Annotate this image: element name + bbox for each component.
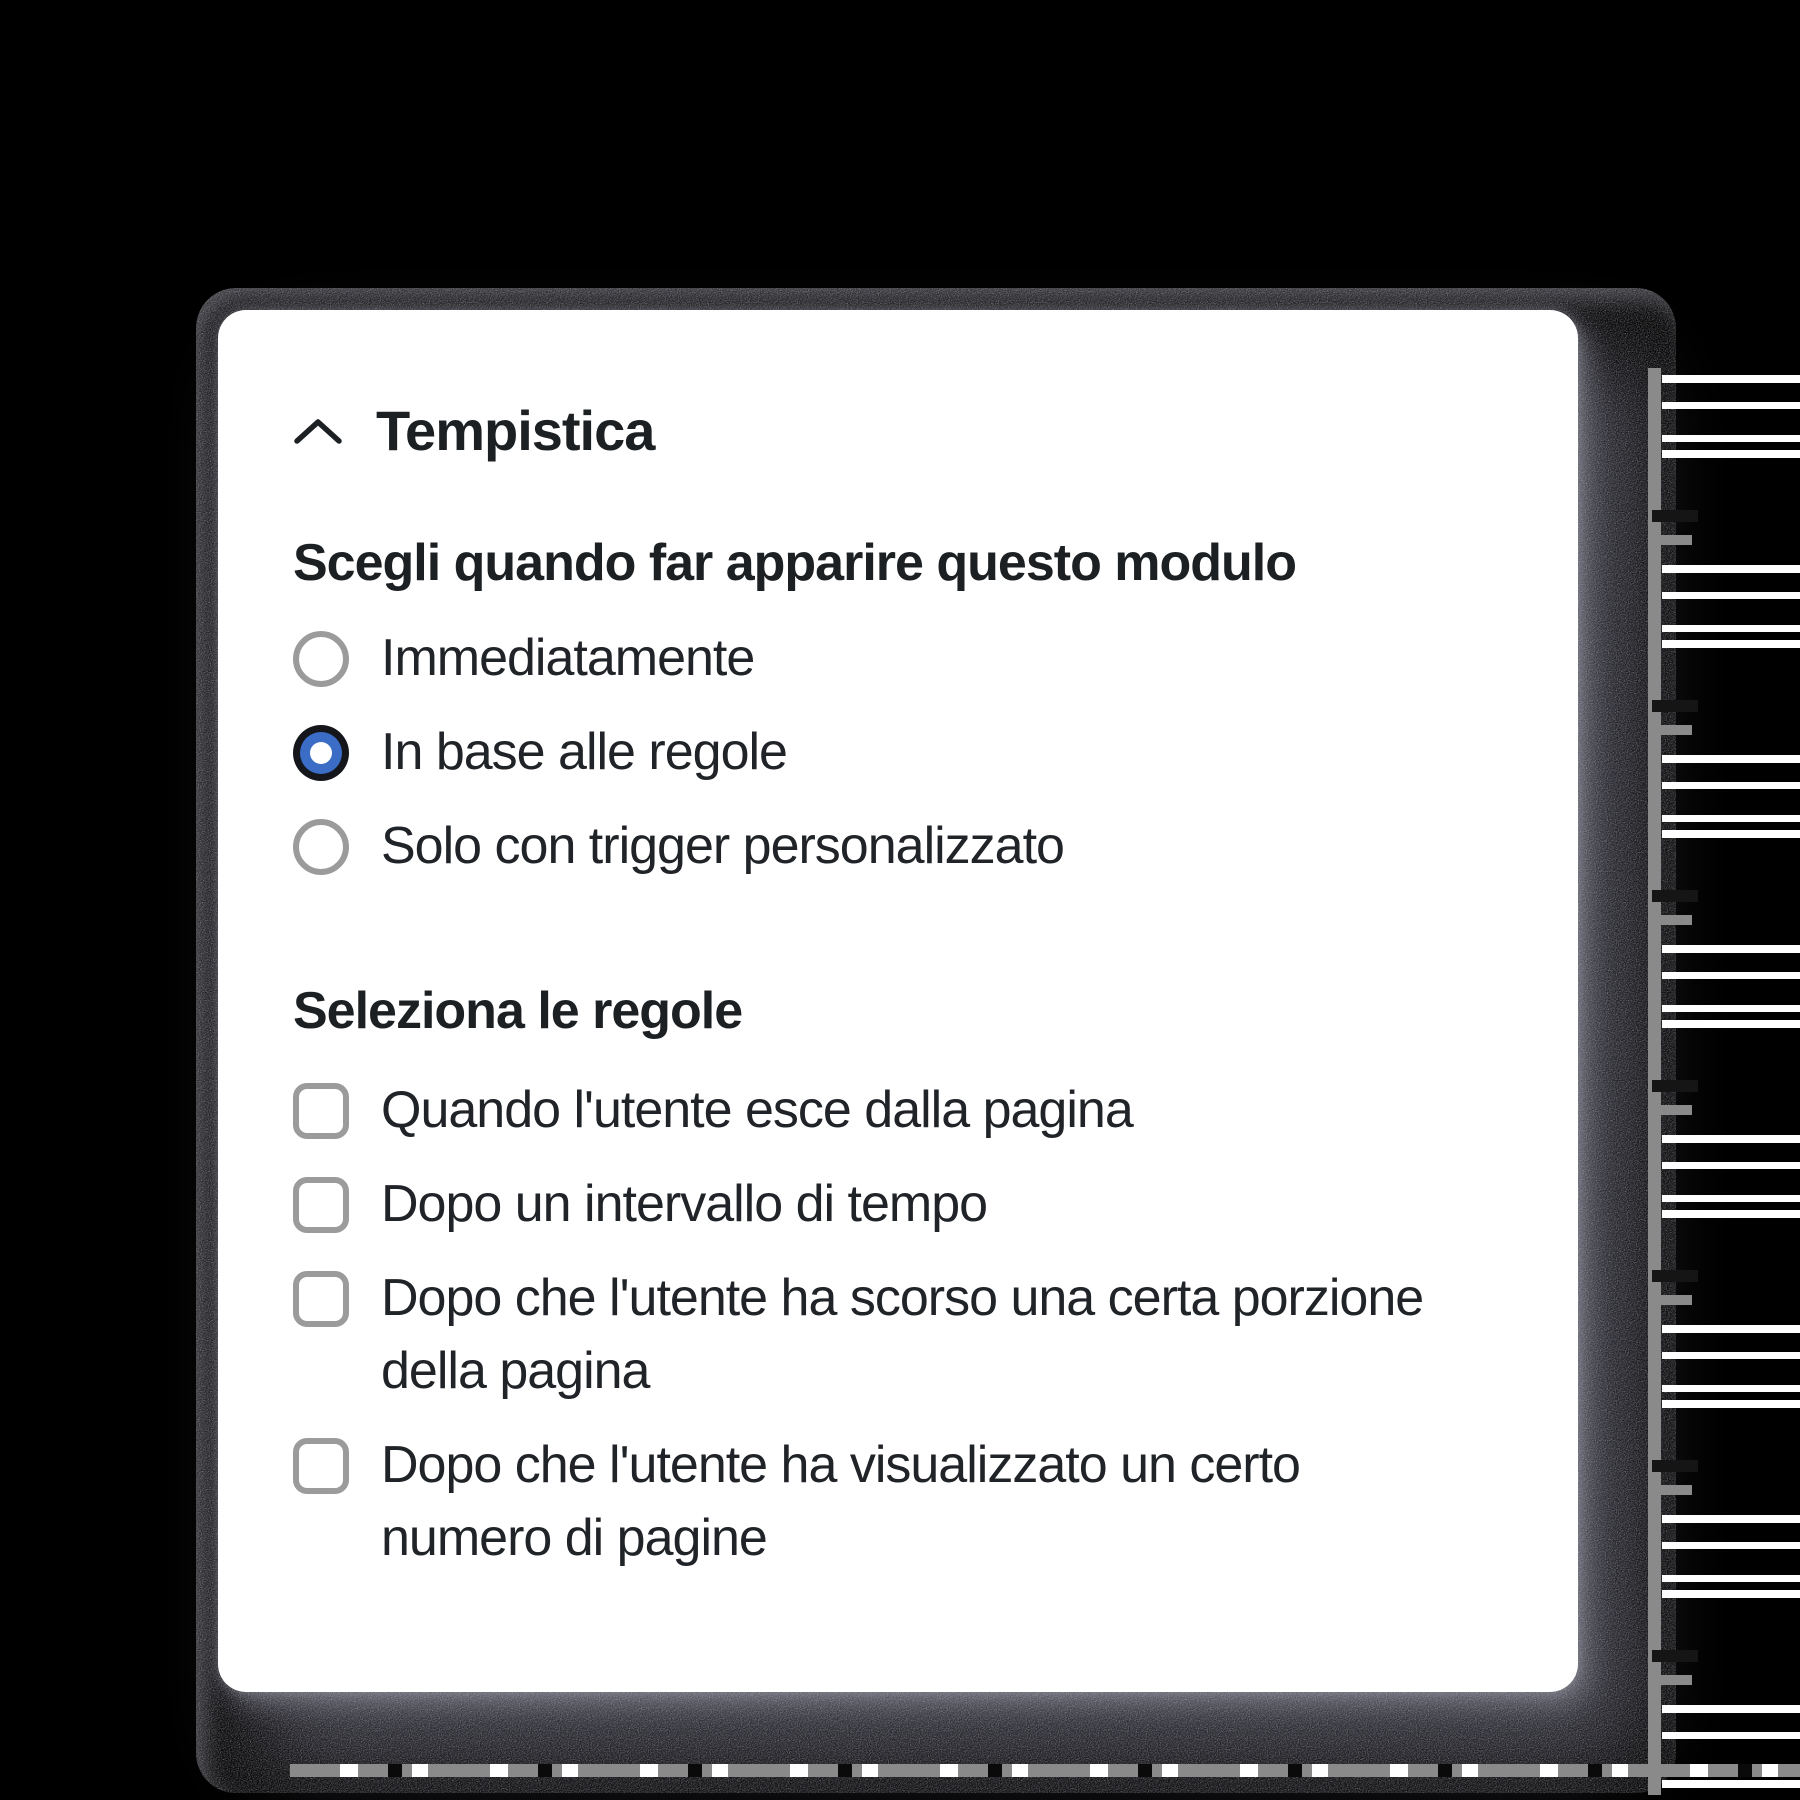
timing-panel	[218, 310, 1578, 1692]
label-line: Dopo un intervallo di tempo	[381, 1175, 988, 1233]
glitch-stripe	[1662, 1005, 1800, 1012]
radio-option[interactable]	[293, 716, 1504, 789]
glitch-stripe	[1652, 700, 1698, 712]
glitch-stripe	[1662, 1590, 1800, 1598]
glitch-stripe	[1662, 830, 1800, 838]
glitch-stripe	[1652, 915, 1692, 925]
glitch-stripe	[1652, 1105, 1692, 1115]
collapse-section-button[interactable]	[293, 417, 343, 445]
checkbox-option[interactable]	[293, 1429, 1504, 1575]
glitch-stripe	[1662, 1020, 1800, 1028]
radio-option[interactable]	[293, 622, 1504, 695]
checkbox[interactable]	[293, 1083, 349, 1139]
glitch-stripe	[1662, 640, 1800, 648]
radio-button[interactable]	[293, 819, 349, 875]
label-line: Quando l'utente esce dalla pagina	[381, 1081, 1133, 1139]
glitch-stripe	[1662, 592, 1800, 599]
checkbox-group	[293, 1074, 1504, 1575]
label-line: Dopo che l'utente ha visualizzato un certo	[381, 1436, 1300, 1494]
checkbox-option[interactable]	[293, 1262, 1504, 1408]
glitch-stripe	[1662, 565, 1800, 573]
glitch-stripe	[1662, 1515, 1800, 1523]
glitch-stripe	[1662, 450, 1800, 458]
radio-button[interactable]	[293, 631, 349, 687]
label-line: Immediatamente	[381, 629, 755, 687]
glitch-stripe	[1652, 1485, 1692, 1495]
label-line: Dopo che l'utente ha scorso una certa porzione	[381, 1269, 1424, 1327]
glitch-stripe	[1652, 1295, 1692, 1305]
radio-button[interactable]	[293, 725, 349, 781]
glitch-stripe	[1662, 402, 1800, 409]
glitch-stripe	[1662, 1325, 1800, 1333]
chevron-up-icon	[293, 417, 343, 445]
checkbox-group-heading: Seleziona le regole	[293, 982, 743, 1040]
glitch-stripe	[1662, 945, 1800, 953]
glitch-stripe	[1652, 1650, 1698, 1662]
glitch-stripe	[1662, 1385, 1800, 1392]
glitch-stripe	[1652, 510, 1698, 522]
checkbox[interactable]	[293, 1271, 349, 1327]
glitch-stripe	[1652, 535, 1692, 545]
checkbox-option-label	[381, 1168, 987, 1241]
glitch-stripe	[1662, 435, 1800, 442]
radio-option[interactable]	[293, 810, 1504, 883]
glitch-stripe	[1652, 1675, 1692, 1685]
glitch-stripe	[1662, 1705, 1800, 1713]
glitch-stripe	[1662, 1352, 1800, 1359]
radio-group	[293, 622, 1504, 883]
glitch-stripe	[1662, 1162, 1800, 1169]
label-line: Solo con trigger personalizzato	[381, 817, 1064, 875]
glitch-stripe	[1662, 1210, 1800, 1218]
glitch-stripe	[1662, 1195, 1800, 1202]
glitch-stripe	[1662, 1135, 1800, 1143]
glitch-stripe	[1662, 1400, 1800, 1408]
checkbox-option-label	[381, 1262, 1423, 1408]
checkbox[interactable]	[293, 1438, 349, 1494]
checkbox-option-label	[381, 1429, 1300, 1575]
glitch-stripe	[1662, 755, 1800, 763]
glitch-stripe	[1662, 1780, 1800, 1788]
glitch-stripe	[1662, 625, 1800, 632]
glitch-stripe	[1652, 890, 1698, 902]
radio-option-label	[381, 716, 787, 789]
glitch-stripe	[1652, 725, 1692, 735]
glitch-stripe	[1652, 1270, 1698, 1282]
radio-option-label	[381, 810, 1064, 883]
label-line: In base alle regole	[381, 723, 787, 781]
checkbox-option[interactable]	[293, 1074, 1504, 1147]
glitch-stripe	[1652, 1460, 1698, 1472]
glitch-stripe	[1662, 1732, 1800, 1739]
checkbox-option-label	[381, 1074, 1133, 1147]
glitch-stripe	[1662, 375, 1800, 383]
glitch-stripe	[1662, 1575, 1800, 1582]
glitch-bottom-band	[290, 1764, 1800, 1777]
glitch-stripe	[1652, 1080, 1698, 1092]
radio-option-label	[381, 622, 754, 695]
glitch-stripe	[1662, 782, 1800, 789]
label-line: numero di pagine	[381, 1509, 767, 1567]
glitch-stripe	[1662, 815, 1800, 822]
checkbox[interactable]	[293, 1177, 349, 1233]
glitch-stripe	[1662, 1542, 1800, 1549]
panel-header	[293, 394, 1504, 467]
panel-title: Tempistica	[376, 399, 655, 462]
radio-group-heading: Scegli quando far apparire questo modulo	[293, 534, 1297, 592]
label-line: della pagina	[381, 1342, 650, 1400]
glitch-stripe	[1662, 972, 1800, 979]
checkbox-option[interactable]	[293, 1168, 1504, 1241]
